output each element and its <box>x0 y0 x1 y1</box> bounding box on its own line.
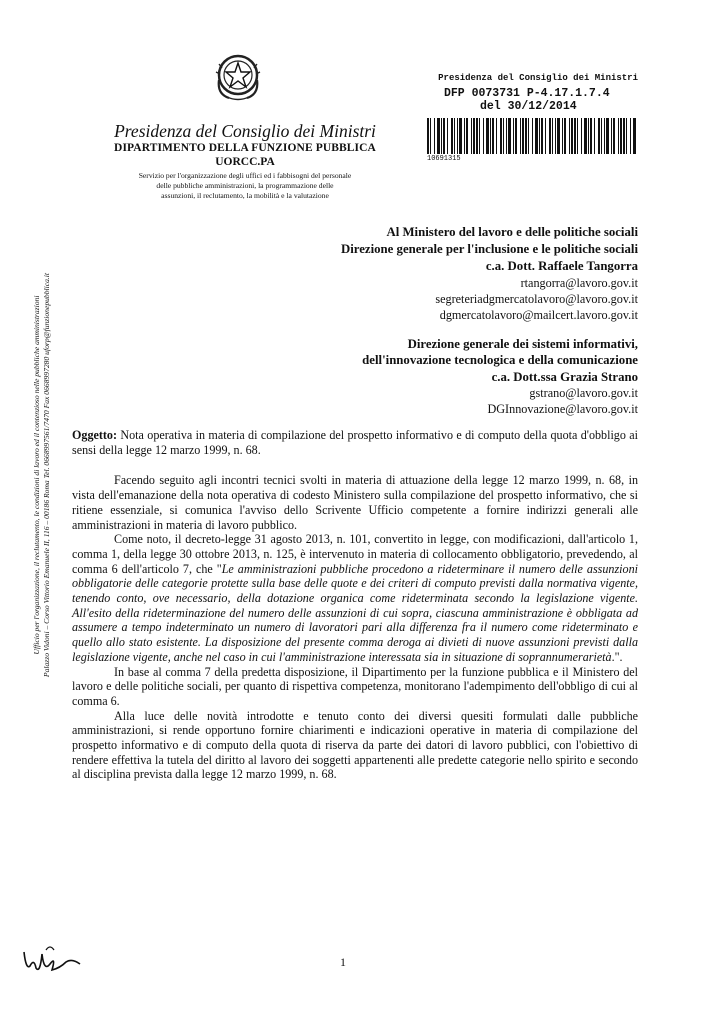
barcode-number: 10691315 <box>427 155 461 163</box>
recipient-direction: Direzione generale per l'inclusione e le politiche sociali <box>340 242 638 256</box>
recipient-email: gstrano@lavoro.gov.it <box>529 386 638 400</box>
stamp-office: Presidenza del Consiglio dei Ministri <box>438 73 638 83</box>
protocol-stamp <box>418 73 638 113</box>
service-description <box>110 171 380 201</box>
subject <box>72 428 638 457</box>
recipient-direction: Direzione generale dei sistemi informativi, <box>407 337 638 351</box>
paragraph: Alla luce delle novità introdotte e tenuto conto dei diversi quesiti formulati dalle pubbliche amministrazioni, si rende opportuno fornire chiarimenti e indicazioni operative in materia di compilazione del prospetto informativo e di computo della quota di riserva da parte dei datori di lavoro pubblici, con l'obiettivo di rendere effettiva la tutela del diritto al lavoro dei soggetti appartenenti alle predette categorie nello spirito e secondo al disciplina prevista dalla legge 12 marzo 1999, n. 68. <box>72 708 638 782</box>
unit-code: UORCC.PA <box>215 156 275 168</box>
barcode <box>427 118 637 154</box>
handwritten-initials <box>20 940 84 980</box>
page-number: 1 <box>340 955 346 969</box>
service-line: delle pubbliche amministrazioni, la programmazione delle <box>156 181 334 190</box>
paragraph <box>72 532 638 664</box>
stamp-protocol-number: DFP 0073731 P-4.17.1.7.4 <box>444 87 610 100</box>
letter-body <box>72 428 638 782</box>
recipient-attention: c.a. Dott. Raffaele Tangorra <box>485 259 638 273</box>
service-line: assunzioni, il reclutamento, la mobilità e la valutazione <box>161 191 329 200</box>
institution-title: Presidenza del Consiglio dei Ministri <box>114 121 376 141</box>
recipient-attention: c.a. Dott.ssa Grazia Strano <box>491 370 638 384</box>
paragraph: Facendo seguito agli incontri tecnici svolti in materia di attuazione della legge 12 marzo 1999, n. 68, in vista dell'emanazione della nota operativa di codesto Ministero sulla compilazione del prospetto informativo, che si ritiene essenziale, si comunica l'avviso dello Scrivente Ufficio competente a fornire indirizzi generali alle amministrazioni in materia di lavoro pubblico. <box>72 473 638 532</box>
paragraph-intro: Come noto, il decreto-legge 31 agosto 2013, n. 101, convertito in legge, con modificazioni, dall'articolo 1, comma 1, della legge 30 ottobre 2013, n. 125, è intervenuto in materia di collocamento obbligatorio, prevedendo, al comma 6 dell'articolo 7, che " <box>72 532 638 576</box>
office-sidebar <box>32 247 52 703</box>
law-quote: Le amministrazioni pubbliche procedono a rideterminare il numero delle assunzioni obbligatorie delle categorie protette sulla base delle quote e dei criteri di computo previsti dalla normativa vigente, tenendo conto, ove necessario, della dotazione organica come rideterminata secondo la legislazione vigente. All'esito della rideterminazione del numero delle assunzioni di cui sopra, ciascuna amministrazione è obbligata ad assumere a tempo indeterminato un numero di lavoratori pari alla differenza fra il numero come rideterminato e quello allo stato esistente. La disposizione del presente comma deroga ai divieti di nuove assunzioni previsti dalla legislazione vigente, anche nel caso in cui l'amministrazione interessata sia in situazione di soprannumerarietà <box>72 561 638 664</box>
subject-label: Oggetto: <box>72 428 117 442</box>
subject-text: Nota operativa in materia di compilazione del prospetto informativo e di computo della quota d'obbligo ai sensi della legge 12 marzo 1999, n. 68. <box>72 428 639 457</box>
recipient-direction: dell'innovazione tecnologica e della comunicazione <box>362 353 638 367</box>
recipient-ministry: Al Ministero del lavoro e delle politiche sociali <box>386 225 638 239</box>
paragraph-end: .". <box>611 649 623 664</box>
recipient-email: DGInnovazione@lavoro.gov.it <box>487 402 638 416</box>
recipient-email: segreteriadgmercatolavoro@lavoro.gov.it <box>435 292 638 306</box>
republic-emblem-icon <box>213 50 263 102</box>
sidebar-address-line: Palazzo Vidoni – Corso Vittorio Emanuele II, 116 – 00186 Roma Tel. 0668997561/7470 Fax 0668997280 uforp@funzionepubblica.it <box>42 272 51 678</box>
sidebar-office-line: Ufficio per l'organizzazione, il reclutamento, le condizioni di lavoro ed il contenzioso nelle pubbliche amministrazioni <box>32 295 41 655</box>
recipient-email: rtangorra@lavoro.gov.it <box>520 276 638 290</box>
stamp-date: del 30/12/2014 <box>480 100 577 113</box>
department-name: DIPARTIMENTO DELLA FUNZIONE PUBBLICA <box>114 142 376 154</box>
paragraph: In base al comma 7 della predetta disposizione, il Dipartimento per la funzione pubblica e il Ministero del lavoro e delle politiche sociali, per quanto di rispettiva competenza, monitorano l'adempimento dell'obbligo di cui al comma 6. <box>72 664 638 708</box>
recipient-email: dgmercatolavoro@mailcert.lavoro.gov.it <box>439 308 638 322</box>
service-line: Servizio per l'organizzazione degli uffici ed i fabbisogni del personale <box>138 171 352 180</box>
